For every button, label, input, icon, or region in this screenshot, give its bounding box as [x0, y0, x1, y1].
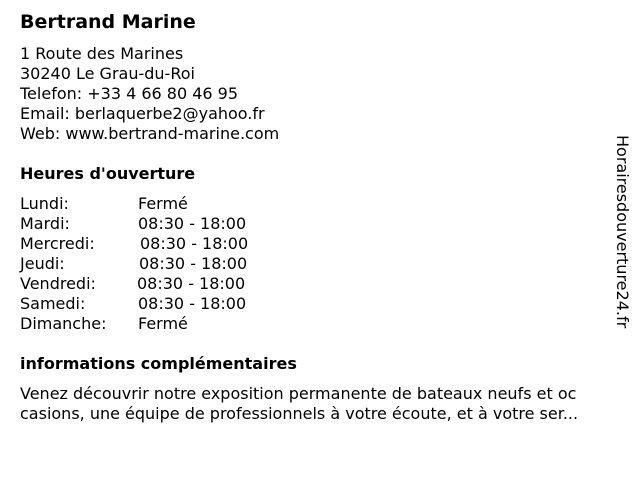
hours-row-samedi: [20, 294, 320, 314]
day-hours: 08:30 - 18:00: [140, 234, 249, 253]
day-hours: Fermé: [138, 194, 188, 213]
day-hours: 08:30 - 18:00: [138, 214, 247, 233]
day-hours: Fermé: [138, 314, 188, 333]
phone-text: Telefon: +33 4 66 80 46 95: [20, 84, 239, 103]
contact-block: [20, 44, 279, 144]
web-text: Web: www.bertrand-marine.com: [20, 124, 280, 143]
hours-row-dimanche: [20, 314, 320, 334]
info-line-1: Venez découvrir notre exposition permanente de bateaux neufs et oc: [20, 384, 577, 403]
hours-table: [20, 194, 320, 334]
day-hours: 08:30 - 18:00: [137, 274, 246, 293]
address-line-1: 1 Route des Marines: [20, 44, 184, 63]
info-heading: informations complémentaires: [20, 354, 297, 373]
day-label: Dimanche:: [20, 314, 107, 333]
day-label: Mardi:: [20, 214, 70, 233]
day-label: Lundi:: [20, 194, 69, 213]
info-line-2: casions, une équipe de professionnels à votre écoute, et à votre ser...: [20, 404, 579, 423]
hours-row-vendredi: [20, 274, 320, 294]
day-label: Samedi:: [20, 294, 86, 313]
hours-row-lundi: [20, 194, 320, 214]
hours-row-mardi: [20, 214, 320, 234]
hours-row-mercredi: [20, 234, 320, 254]
day-label: Jeudi:: [20, 254, 65, 273]
site-watermark: Horairesdouverture24.fr: [613, 135, 632, 329]
hours-row-jeudi: [20, 254, 320, 274]
day-hours: 08:30 - 18:00: [138, 294, 247, 313]
email-text: Email: berlaquerbe2@yahoo.fr: [20, 104, 265, 123]
day-label: Mercredi:: [20, 234, 95, 253]
day-label: Vendredi:: [20, 274, 96, 293]
business-name: Bertrand Marine: [20, 11, 196, 33]
info-description: [20, 384, 632, 424]
day-hours: 08:30 - 18:00: [139, 254, 248, 273]
hours-heading: Heures d'ouverture: [20, 164, 196, 183]
address-line-2: 30240 Le Grau-du-Roi: [20, 64, 195, 83]
